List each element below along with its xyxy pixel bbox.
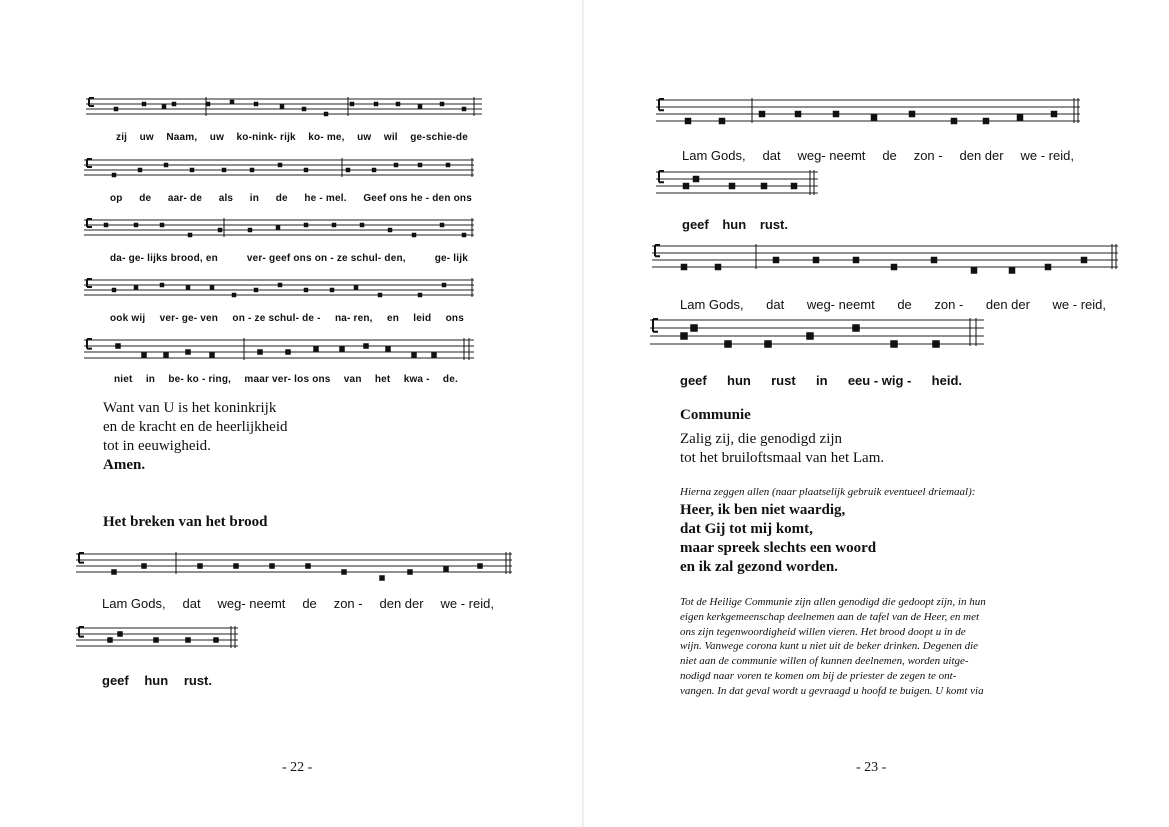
lyric: uw	[139, 132, 154, 143]
chant-note	[388, 228, 393, 233]
chant-note	[138, 168, 143, 173]
chant-note	[1017, 114, 1024, 121]
page-number: - 22 -	[282, 760, 313, 775]
chant-note	[813, 257, 820, 264]
chant-note	[806, 332, 814, 340]
chant-staff-1	[86, 97, 482, 121]
chant-note	[1051, 111, 1058, 118]
response-line: Heer, ik ben niet waardig,	[680, 502, 846, 518]
chant-note	[269, 563, 275, 569]
chant-note	[909, 111, 916, 118]
staff-svg	[84, 338, 474, 364]
chant-note	[764, 340, 772, 348]
lyric: zon -	[913, 148, 943, 163]
chant-note	[164, 163, 169, 168]
chant-note	[285, 349, 291, 355]
lyric: niet	[114, 374, 133, 385]
lyric: be- ko - ring,	[168, 374, 232, 385]
lyric: weg- neemt	[806, 297, 875, 312]
chant-note	[350, 102, 355, 107]
agnus-lyrics-left-2	[102, 673, 212, 688]
lyric: hun	[144, 673, 169, 688]
chant-note	[107, 637, 113, 643]
clef-symbol	[659, 99, 664, 110]
chant-note	[278, 163, 283, 168]
chant-note	[218, 228, 223, 233]
lyric: zon -	[333, 596, 363, 611]
lyric: na- ren,	[334, 313, 373, 324]
chant-note	[951, 118, 958, 125]
doxology-line: tot in eeuwigheid.	[103, 438, 211, 454]
chant-note	[729, 183, 736, 190]
chant-note	[134, 285, 139, 290]
lyric: wil	[383, 132, 398, 143]
lyric: dat	[762, 148, 781, 163]
chant-note	[379, 575, 385, 581]
lyric: geef	[680, 373, 707, 388]
staff-svg	[650, 318, 984, 360]
lyric: ge-schie-de	[410, 132, 468, 143]
staff-svg	[76, 552, 512, 582]
chant-note	[378, 293, 383, 298]
lyric: aar- de	[167, 193, 203, 204]
chant-note	[442, 283, 447, 288]
chant-note	[280, 104, 285, 109]
staff-svg	[656, 98, 1080, 130]
communion-line: tot het bruiloftsmaal van het Lam.	[680, 450, 885, 466]
lyric: hun	[722, 217, 747, 232]
chant-note	[411, 352, 417, 358]
chant-note	[354, 285, 359, 290]
chant-note	[719, 118, 726, 125]
chant-note	[683, 183, 690, 190]
chant-note	[232, 293, 237, 298]
lyric: Geef ons he - den ons	[363, 193, 472, 204]
chant-note	[185, 637, 191, 643]
lyric: weg- neemt	[217, 596, 286, 611]
lyric: geef	[102, 673, 129, 688]
chant-lyrics-2	[110, 193, 472, 204]
chant-note	[332, 223, 337, 228]
doxology-line: en de kracht en de heerlijkheid	[103, 419, 288, 435]
lyric: hun	[727, 373, 751, 388]
page-number: - 23 -	[856, 760, 887, 775]
chant-note	[346, 168, 351, 173]
chant-note	[111, 569, 117, 575]
chant-lyrics-4	[110, 313, 464, 324]
lyric: leid	[413, 313, 432, 324]
chant-note	[104, 223, 109, 228]
chant-note	[250, 168, 255, 173]
lyric: rust	[771, 373, 796, 388]
agnus-lyrics-right-3	[680, 297, 1106, 312]
chant-note	[302, 107, 307, 112]
chant-note	[209, 352, 215, 358]
chant-note	[795, 111, 802, 118]
chant-note	[313, 346, 319, 352]
notes-line: ons zijn tegenwoordigheid willen vieren. Het brood doopt u in de	[680, 625, 966, 638]
response-text	[680, 501, 876, 577]
chant-note	[418, 163, 423, 168]
agnus-lyrics-right-4	[680, 373, 962, 388]
right-page	[584, 0, 1169, 827]
lyric: geef	[682, 217, 709, 232]
lyric: we - reid,	[1052, 297, 1106, 312]
lyric: het	[374, 374, 391, 385]
chant-note	[394, 163, 399, 168]
chant-note	[446, 163, 451, 168]
lyric: zij	[116, 132, 128, 143]
chant-note	[197, 563, 203, 569]
lyric: Lam Gods,	[680, 297, 744, 312]
chant-lyrics-5	[114, 374, 458, 385]
chant-note	[680, 332, 688, 340]
lyric: Naam,	[166, 132, 198, 143]
staff-svg	[84, 158, 474, 182]
chant-note	[773, 257, 780, 264]
chant-note	[462, 107, 467, 112]
staff-svg	[86, 97, 482, 121]
lyric: en	[386, 313, 400, 324]
chant-note	[462, 233, 467, 238]
lyric: ver- ge- ven	[159, 313, 219, 324]
chant-note	[278, 283, 283, 288]
chant-note	[360, 223, 365, 228]
chant-note	[932, 340, 940, 348]
chant-note	[324, 112, 329, 117]
lyric: dat	[766, 297, 785, 312]
chant-note	[276, 225, 281, 230]
chant-note	[134, 223, 139, 228]
chant-note	[222, 168, 227, 173]
chant-note	[693, 176, 700, 183]
clef-symbol	[659, 171, 664, 182]
chant-note	[305, 563, 311, 569]
agnus-staff-left-1	[76, 552, 512, 582]
amen: Amen.	[103, 457, 146, 473]
lyric: eeu - wig -	[847, 373, 912, 388]
chant-note	[791, 183, 798, 190]
chant-note	[690, 324, 698, 332]
doxology-line: Want van U is het koninkrijk	[103, 400, 277, 416]
chant-note	[190, 168, 195, 173]
chant-note	[117, 631, 123, 637]
lyric: maar ver- los ons	[244, 374, 331, 385]
chant-note	[440, 102, 445, 107]
chant-note	[440, 223, 445, 228]
chant-note	[890, 340, 898, 348]
lyric: den der	[959, 148, 1004, 163]
chant-note	[112, 288, 117, 293]
left-page	[0, 0, 584, 827]
chant-note	[431, 352, 437, 358]
lyric: in	[815, 373, 828, 388]
heading-breaking-bread: Het breken van het brood	[103, 514, 268, 530]
chant-note	[304, 288, 309, 293]
lyric: Lam Gods,	[102, 596, 166, 611]
chant-note	[163, 352, 169, 358]
chant-note	[761, 183, 768, 190]
instruction-text: Hierna zeggen allen (naar plaatselijk gebruik eventueel driemaal):	[680, 486, 976, 498]
chant-note	[160, 283, 165, 288]
chant-note	[833, 111, 840, 118]
agnus-staff-right-2	[656, 170, 818, 206]
agnus-staff-right-4	[650, 318, 984, 360]
chant-staff-4	[84, 278, 474, 302]
chant-note	[1009, 267, 1016, 274]
chant-note	[112, 173, 117, 178]
lyric: dat	[182, 596, 201, 611]
communion-line: Zalig zij, die genodigd zijn	[680, 431, 843, 447]
lyric: de	[882, 148, 897, 163]
chant-note	[254, 288, 259, 293]
chant-note	[1045, 264, 1052, 271]
response-line: maar spreek slechts een woord	[680, 540, 877, 556]
chant-note	[141, 563, 147, 569]
lyric: ons	[445, 313, 464, 324]
lyric: in	[249, 193, 260, 204]
chant-note	[477, 563, 483, 569]
notes-line: Tot de Heilige Communie zijn allen genodigd die gedoopt zijn, in hun	[680, 596, 986, 608]
clef-symbol	[655, 245, 660, 256]
chant-note	[153, 637, 159, 643]
chant-note	[396, 102, 401, 107]
lyric: we - reid,	[1020, 148, 1074, 163]
staff-svg	[652, 244, 1118, 276]
lyric: on - ze schul- de -	[232, 313, 321, 324]
chant-note	[339, 346, 345, 352]
lyric: de.	[442, 374, 458, 385]
chant-note	[418, 293, 423, 298]
chant-note	[931, 257, 938, 264]
chant-note	[162, 104, 167, 109]
chant-note	[141, 352, 147, 358]
chant-note	[341, 569, 347, 575]
lyric: Lam Gods,	[682, 148, 746, 163]
agnus-lyrics-left-1	[102, 596, 494, 611]
doxology	[103, 399, 288, 475]
chant-note	[330, 288, 335, 293]
chant-lyrics-3	[110, 253, 468, 264]
lyric: ook wij	[110, 313, 146, 324]
staff-svg	[84, 278, 474, 302]
lyric: de	[302, 596, 317, 611]
agnus-staff-right-1	[656, 98, 1080, 130]
lyric: den der	[379, 596, 424, 611]
lyric: uw	[209, 132, 225, 143]
chant-note	[160, 223, 165, 228]
communion-notes	[680, 595, 986, 699]
lyric: als	[218, 193, 234, 204]
lyric: rust.	[759, 217, 788, 232]
lyric: de	[275, 193, 288, 204]
lyric: kwa -	[403, 374, 430, 385]
lyric: he - mel.	[304, 193, 347, 204]
notes-line: wijn. Vanwege corona kunt u niet uit de beker drinken. Degenen die	[680, 640, 979, 653]
chant-note	[724, 340, 732, 348]
chant-note	[142, 102, 147, 107]
lyric: in	[145, 374, 156, 385]
chant-note	[185, 349, 191, 355]
chant-lyrics-1	[116, 132, 468, 143]
lyric: de	[139, 193, 152, 204]
chant-note	[715, 264, 722, 271]
lyric: ko- me,	[308, 132, 345, 143]
chant-note	[230, 100, 235, 105]
lyric: weg- neemt	[797, 148, 866, 163]
notes-line: vangen. In dat geval wordt u gevraagd u hoofd te buigen. U komt via	[680, 684, 984, 697]
chant-note	[186, 285, 191, 290]
lyric: van	[343, 374, 362, 385]
agnus-staff-left-2	[76, 626, 238, 660]
lyric: uw	[357, 132, 372, 143]
chant-note	[213, 637, 219, 643]
lyric: heid.	[931, 373, 962, 388]
lyric: rust.	[183, 673, 212, 688]
chant-note	[983, 118, 990, 125]
lyric: de	[897, 297, 912, 312]
chant-note	[115, 343, 121, 349]
lyric: zon -	[934, 297, 964, 312]
chant-note	[1081, 257, 1088, 264]
chant-note	[374, 102, 379, 107]
chant-note	[407, 569, 413, 575]
staff-svg	[656, 170, 818, 206]
lyric: da- ge- lijks brood, en	[110, 253, 218, 264]
chant-staff-3	[84, 218, 474, 242]
agnus-lyrics-right-2	[682, 217, 788, 232]
lyric: ver- geef ons on - ze schul- den,	[246, 253, 406, 264]
lyric: we - reid,	[440, 596, 494, 611]
chant-note	[304, 168, 309, 173]
chant-note	[363, 343, 369, 349]
chant-note	[304, 223, 309, 228]
chant-staff-5	[84, 338, 474, 364]
chant-note	[254, 102, 259, 107]
chant-note	[257, 349, 263, 355]
chant-note	[188, 233, 193, 238]
lyric: ko-nink- rijk	[236, 132, 296, 143]
lyric: op	[110, 193, 123, 204]
notes-line: eigen kerkgemeenschap deelnemen aan de tafel van de Heer, en met	[680, 610, 980, 623]
chant-note	[852, 324, 860, 332]
chant-note	[233, 563, 239, 569]
chant-note	[759, 111, 766, 118]
chant-note	[871, 114, 878, 121]
staff-svg	[84, 218, 474, 242]
chant-note	[681, 264, 688, 271]
chant-note	[853, 257, 860, 264]
agnus-lyrics-right-1	[682, 148, 1074, 163]
chant-note	[418, 104, 423, 109]
chant-note	[114, 107, 119, 112]
heading-communion: Communie	[680, 407, 751, 423]
chant-note	[971, 267, 978, 274]
chant-note	[685, 118, 692, 125]
chant-note	[206, 102, 211, 107]
chant-note	[443, 566, 449, 572]
lyric: ge- lijk	[434, 253, 468, 264]
communion-text	[680, 430, 884, 468]
chant-note	[248, 228, 253, 233]
notes-line: niet aan de communie willen of kunnen deelnemen, worden uitge-	[680, 655, 969, 668]
staff-svg	[76, 626, 238, 660]
response-line: en ik zal gezond worden.	[680, 559, 838, 575]
agnus-staff-right-3	[652, 244, 1118, 276]
chant-staff-2	[84, 158, 474, 182]
notes-line: nodigd naar voren te komen om bij de priester de zegen te ont-	[680, 669, 957, 682]
chant-note	[372, 168, 377, 173]
chant-note	[385, 346, 391, 352]
clef-symbol	[653, 319, 658, 332]
chant-note	[172, 102, 177, 107]
lyric: den der	[985, 297, 1030, 312]
response-line: dat Gij tot mij komt,	[680, 521, 813, 537]
chant-note	[210, 285, 215, 290]
chant-note	[891, 264, 898, 271]
chant-note	[412, 233, 417, 238]
